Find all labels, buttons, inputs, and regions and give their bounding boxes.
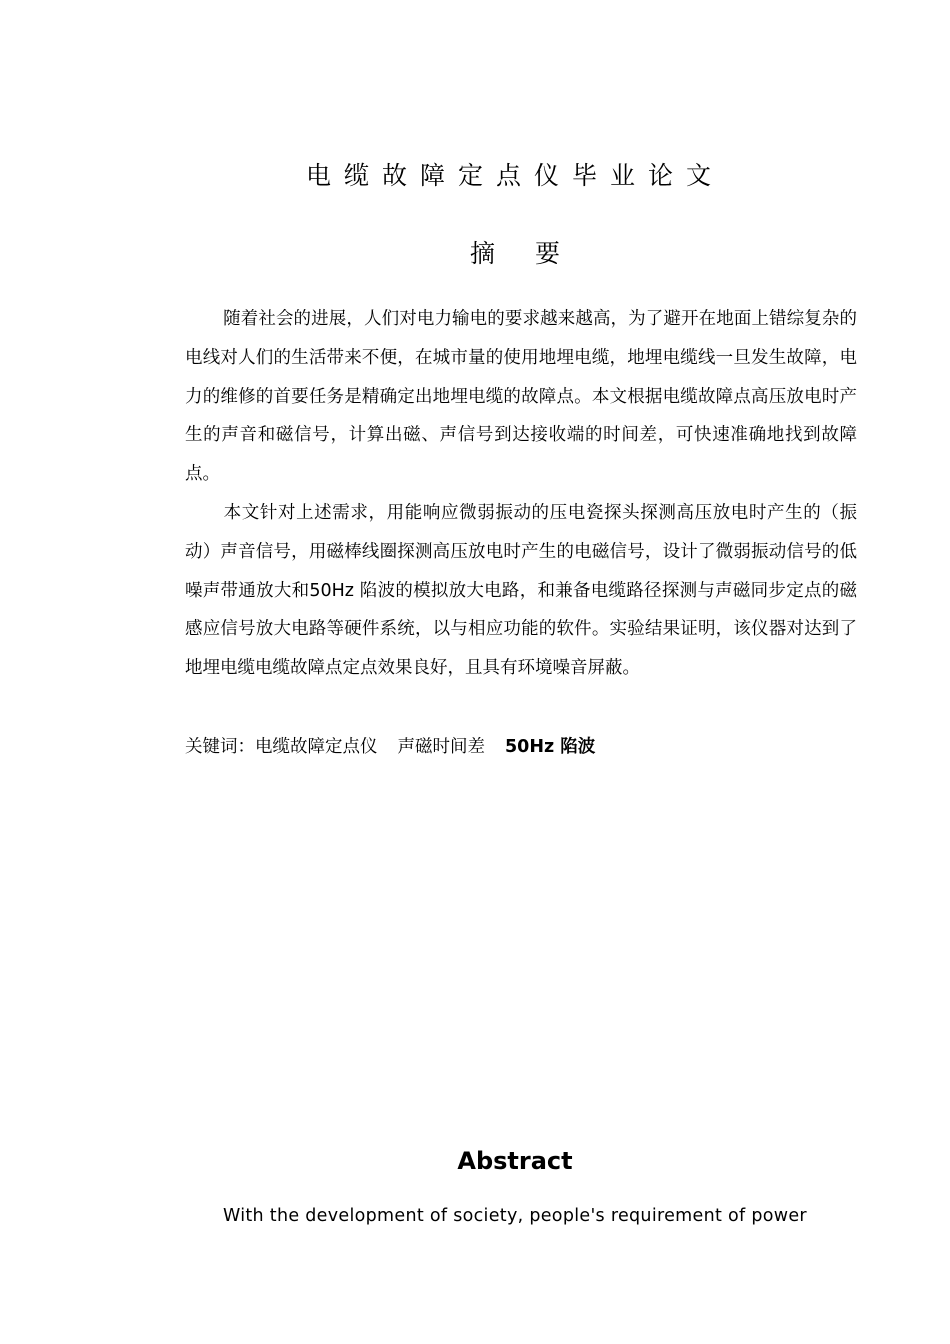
zh-abstract-paragraph-2: [185, 494, 857, 688]
zh-abstract-paragraph-2-text: 本文针对上述需求，用能响应微弱振动的压电瓷探头探测高压放电时产生的（振动）声音信号，用磁棒线圈探测高压放电时产生的电磁信号，设计了微弱振动信号的低噪声带通放大和50Hz 陷波的模拟放大电路，和兼备电缆路径探测与声磁同步定点的磁感应信号放大电路等硬件系统，以与相应功能的软件。实验结果证明，该仪器对达到了地埋电缆电缆故障点定点效果良好，且具有环境噪音屏蔽。: [185, 503, 857, 679]
keyword-3: 50Hz 陷波: [505, 737, 596, 757]
keyword-2: 声磁时间差: [397, 737, 485, 757]
zh-abstract-paragraph-1-text: 随着社会的进展，人们对电力输电的要求越来越高，为了避开在地面上错综复杂的电线对人们的生活带来不便，在城市量的使用地埋电缆，地埋电缆线一旦发生故障，电力的维修的首要任务是精确定出地埋电缆的故障点。本文根据电缆故障点高压放电时产生的声音和磁信号，计算出磁、声信号到达接收端的时间差，可快速准确地找到故障点。: [185, 309, 857, 485]
zh-abstract-heading: [0, 236, 950, 272]
abstract-heading: Abstract: [457, 1147, 573, 1175]
abstract-first-line-text: With the development of society, people's requirement of power: [223, 1206, 807, 1226]
keywords-line: [185, 728, 857, 766]
zh-abstract-paragraph-1: [185, 300, 857, 494]
thesis-title: 电缆故障定点仪毕业论文: [305, 161, 724, 190]
keywords-label: 关键词：: [185, 737, 255, 757]
abstract-first-line: [185, 1200, 857, 1232]
zh-abstract-heading-char-1: 摘: [469, 239, 495, 268]
zh-abstract-heading-char-2: 要: [535, 239, 561, 268]
keyword-1: 电缆故障定点仪: [255, 737, 378, 757]
